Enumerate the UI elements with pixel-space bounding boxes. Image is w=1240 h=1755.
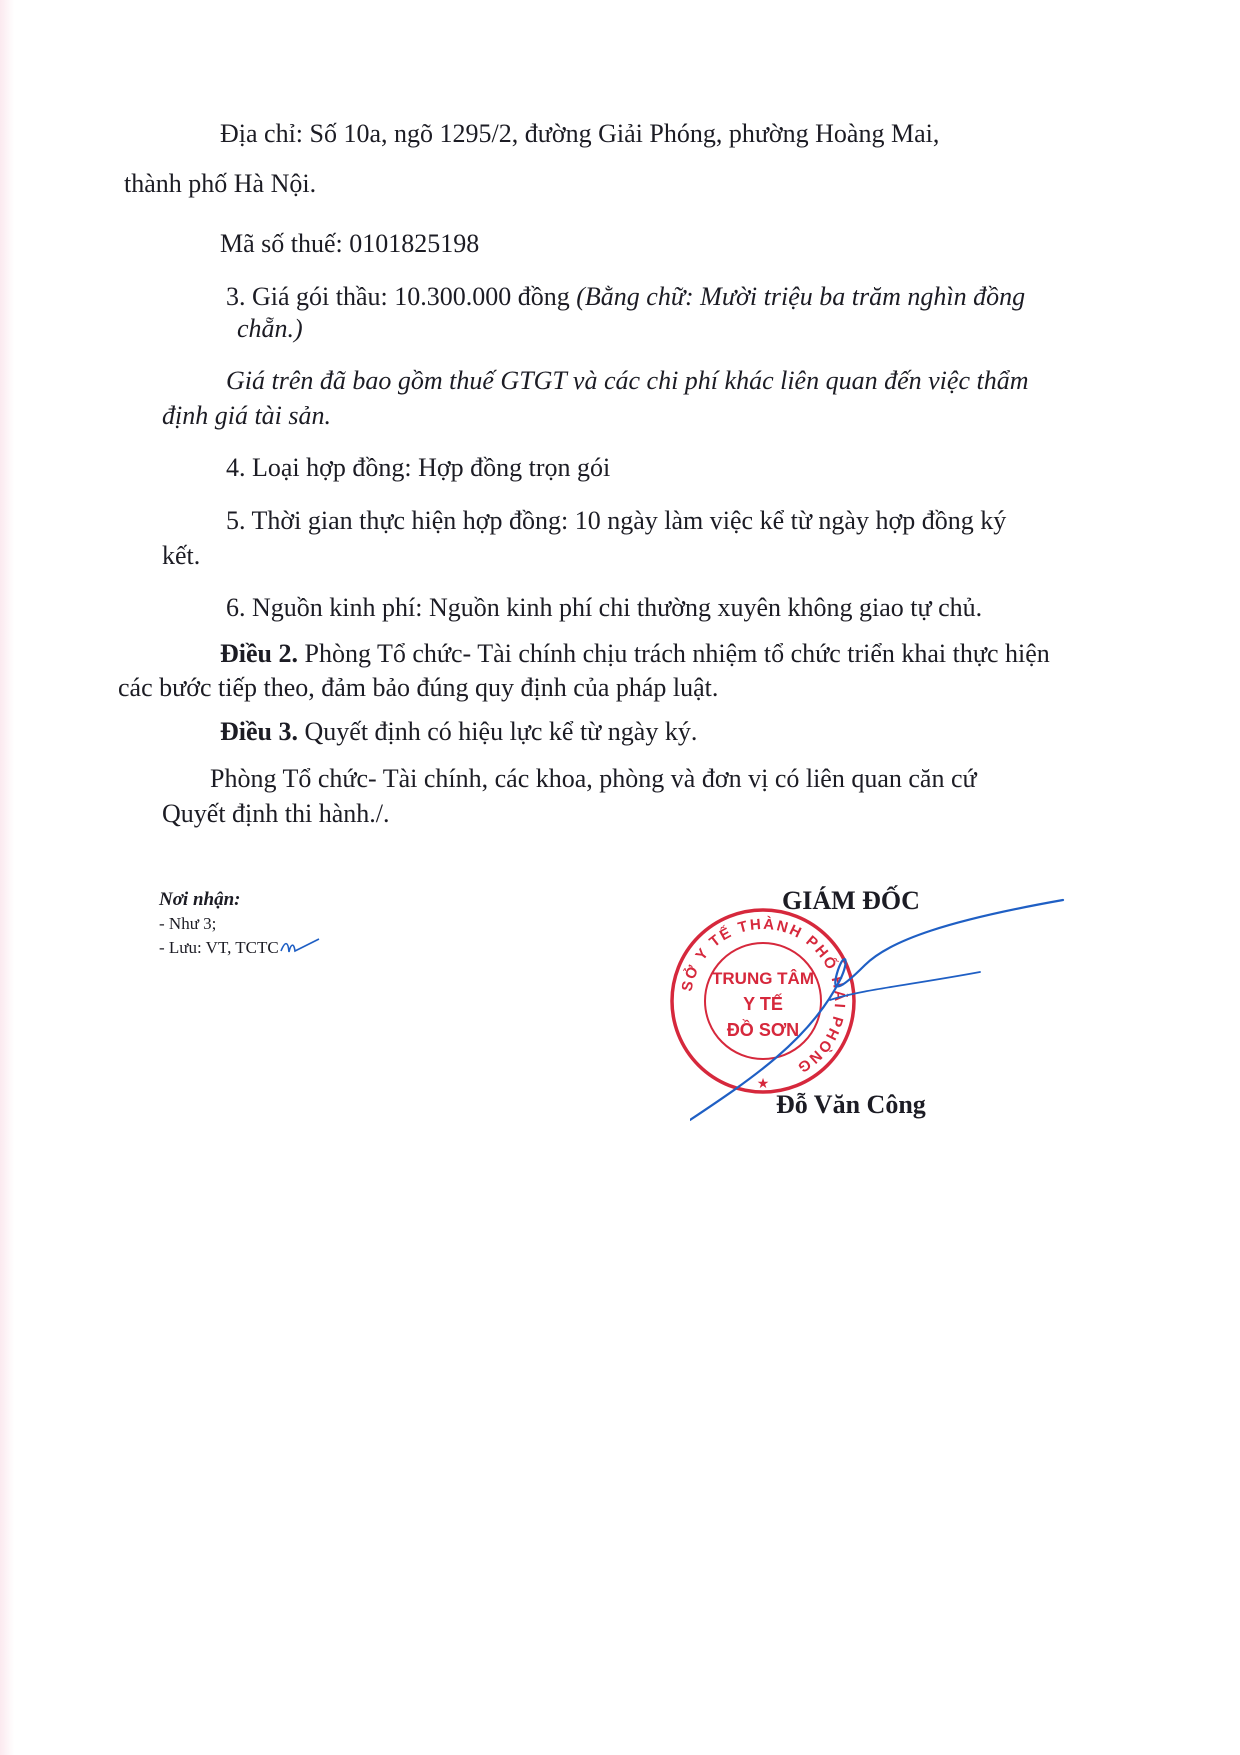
item-3-words: (Bằng chữ: Mười triệu ba trăm nghìn đồng xyxy=(576,282,1026,311)
address-line-2: thành phố Hà Nội. xyxy=(124,169,317,198)
recipient-item-text: - Lưu: VT, TCTC xyxy=(159,938,279,957)
article-3 xyxy=(220,716,697,748)
stamp-center-line-3: ĐỒ SƠN xyxy=(726,1020,800,1040)
item-5-line-1: 5. Thời gian thực hiện hợp đồng: 10 ngày làm việc kể từ ngày hợp đồng ký xyxy=(226,506,1007,535)
signature-title: GIÁM ĐỐC xyxy=(782,886,920,915)
recipient-item xyxy=(159,936,321,960)
signer-name: Đỗ Văn Công xyxy=(776,1090,926,1119)
article-3-text: Quyết định có hiệu lực kể từ ngày ký. xyxy=(298,717,698,746)
recipients-block xyxy=(159,888,321,960)
closing-line-2: Quyết định thi hành./. xyxy=(162,799,390,828)
item-5-line-2: kết. xyxy=(162,541,201,570)
stamp-ring-textpath: SỞ Y TẾ THÀNH PHỐ HẢI PHÒNG xyxy=(678,915,849,1077)
stamp-star: ★ xyxy=(756,1077,770,1092)
stamp-center-line-2: Y TẾ xyxy=(743,994,783,1014)
item-3-prefix: 3. Giá gói thầu: 10.300.000 đồng xyxy=(226,282,577,311)
article-2-line-1 xyxy=(220,638,1050,670)
price-note-line-2: định giá tài sản. xyxy=(162,401,332,430)
item-3-words-cont: chẵn.) xyxy=(237,314,303,343)
price-note-line-1: Giá trên đã bao gồm thuế GTGT và các chi phí khác liên quan đến việc thẩm xyxy=(226,366,1029,395)
item-3-price xyxy=(226,281,1025,313)
recipients-title: Nơi nhận: xyxy=(159,889,241,910)
article-3-label: Điều 3. xyxy=(220,717,298,746)
article-2-line-2: các bước tiếp theo, đảm bảo đúng quy định của pháp luật. xyxy=(118,673,719,702)
scan-edge xyxy=(0,0,14,1755)
article-2-label: Điều 2. xyxy=(220,639,298,668)
address-line-1: Địa chỉ: Số 10a, ngõ 1295/2, đường Giải Phóng, phường Hoàng Mai, xyxy=(220,119,940,148)
recipient-item: - Như 3; xyxy=(159,914,217,933)
item-6-funding: 6. Nguồn kinh phí: Nguồn kinh phí chi thường xuyên không giao tự chủ. xyxy=(226,593,983,622)
tax-code: Mã số thuế: 0101825198 xyxy=(220,229,480,258)
closing-line-1: Phòng Tổ chức- Tài chính, các khoa, phòng và đơn vị có liên quan căn cứ xyxy=(210,764,977,793)
article-2-text: Phòng Tổ chức- Tài chính chịu trách nhiệm tổ chức triển khai thực hiện xyxy=(298,639,1050,668)
item-4-contract-type: 4. Loại hợp đồng: Hợp đồng trọn gói xyxy=(226,453,611,482)
stamp-center-line-1: TRUNG TÂM xyxy=(712,969,814,988)
initials-mark xyxy=(279,937,321,957)
